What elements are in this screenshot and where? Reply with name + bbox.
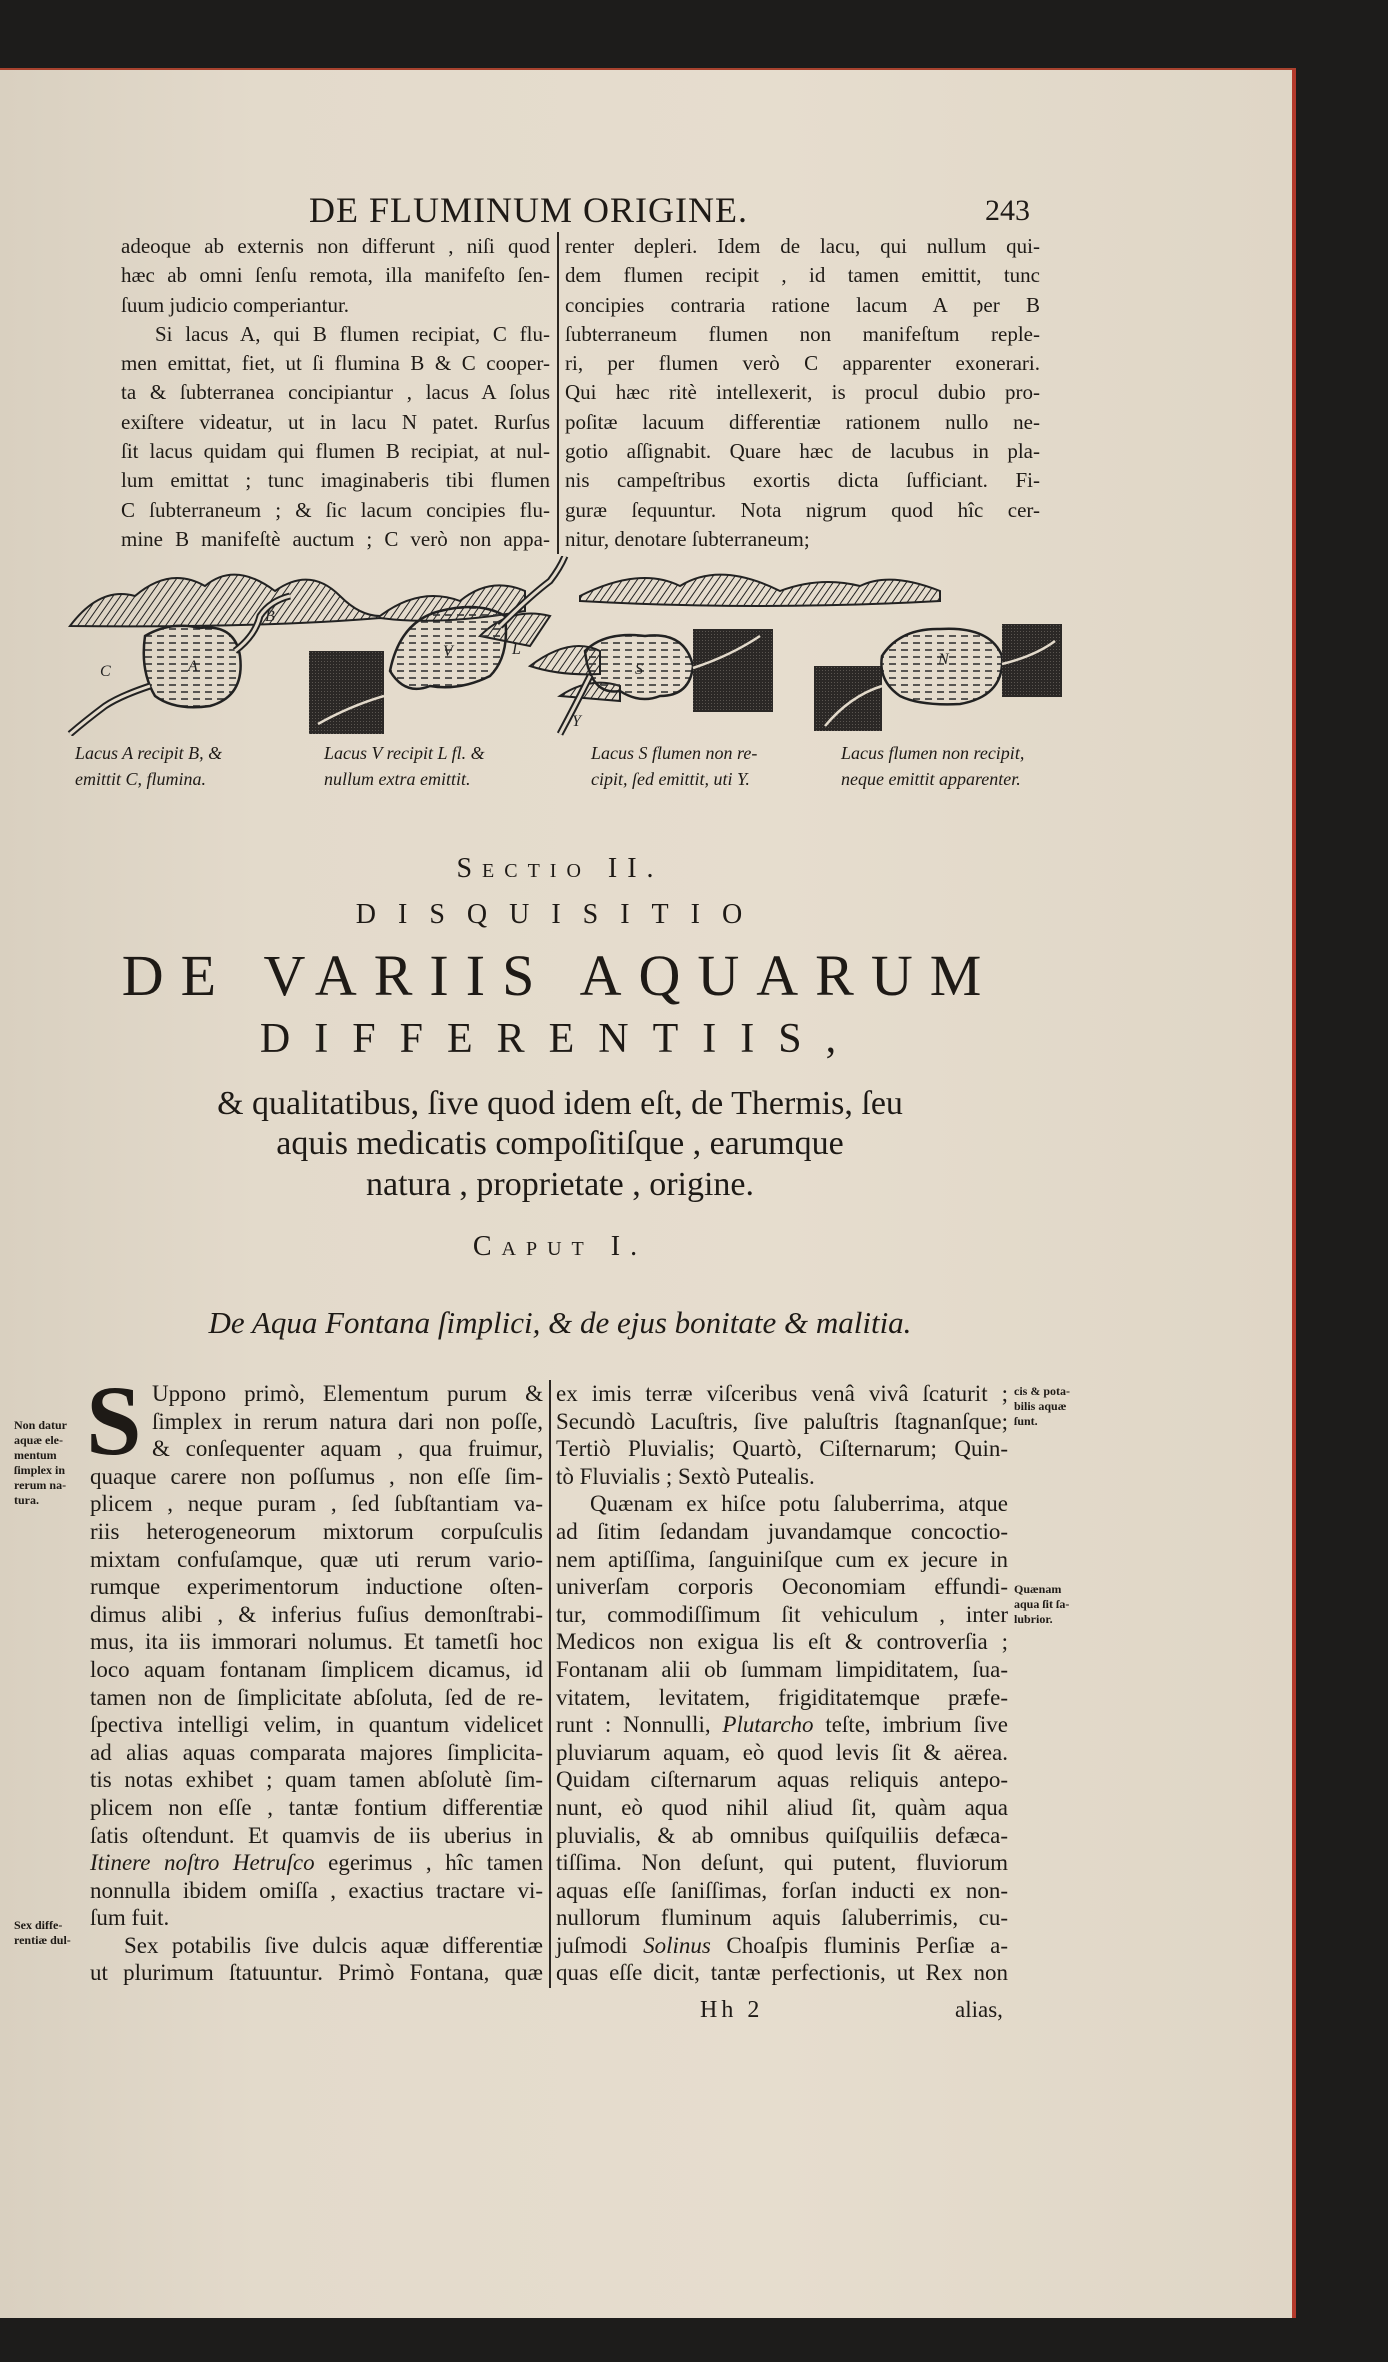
figure-caption <box>75 740 315 792</box>
italic-text: Plutarcho <box>722 1712 814 1738</box>
text-line: nis campeſtribus exortis dicta ſufficiant. Fi- <box>565 468 1040 493</box>
label-s: S <box>635 661 643 678</box>
text-line: gotio aſſignabit. Quare hæc de lacubus in pla- <box>565 439 1040 464</box>
text-line: tiſſima. Non deſunt, qui putent, fluviorum <box>556 1850 1008 1876</box>
marginal-note <box>1014 1384 1070 1429</box>
text-line: quas eſſe dicit, tantæ perfectionis, ut Rex non <box>556 1960 1008 1986</box>
text-line: & conſequenter aquam , qua fruimur, <box>152 1436 543 1462</box>
italic-text: Solinus <box>643 1932 711 1958</box>
text-line: dimus alibi , & inferius fuſius demonſtrabi- <box>90 1601 543 1627</box>
chapter-title: De Aqua Fontana ſimplici, & de ejus bonitate & malitia. <box>208 1305 912 1340</box>
text-line: guræ ſequuntur. Nota nigrum quod hîc cer- <box>565 497 1040 522</box>
marginal-line: ſimplex in <box>14 1463 66 1477</box>
italic-text: Itinere noſtro Hetruſco <box>90 1850 315 1876</box>
text-line: plicem non eſſe , tantæ fontium differentiæ <box>90 1794 543 1820</box>
marginal-line: mentum <box>14 1448 57 1462</box>
marginal-line: Sex diffe- <box>14 1918 63 1932</box>
marginal-line: cis & pota- <box>1014 1384 1070 1398</box>
river-c <box>70 686 150 734</box>
text-line: loco aquam fontanam ſimplicem dicamus, id <box>90 1656 543 1682</box>
text-line: ſpectiva intelligi velim, in quantum videlicet <box>90 1712 543 1738</box>
label-y: Y <box>572 713 581 730</box>
text-line: Quidam ciſternarum aquas reliquis antepo- <box>556 1767 1008 1793</box>
text-line: Uppono primò, Elementum purum & <box>152 1381 543 1406</box>
column-rule <box>557 232 559 554</box>
text-segment: egerimus , hîc tamen <box>314 1850 543 1876</box>
caption-line: Lacus V recipit L fl. & <box>324 743 485 763</box>
marginal-line: aqua ſit ſa- <box>1014 1597 1070 1611</box>
text-line: nunt, eò quod nihil aliud ſit, quàm aqua <box>556 1794 1008 1820</box>
marginal-line: rentiæ dul- <box>14 1933 71 1947</box>
underground-box <box>814 666 882 731</box>
signature-mark: Hh 2 <box>700 1997 764 2023</box>
body-left-column <box>90 1380 543 1987</box>
text-line: ſit lacus quidam qui flumen B recipiat, at nul- <box>121 439 550 464</box>
running-title: DE FLUMINUM ORIGINE. <box>309 190 748 230</box>
text-line: adeoque ab externis non differunt , niſi quod <box>121 234 550 258</box>
marginal-line: Quænam <box>1014 1582 1062 1596</box>
text-line: Sex potabilis ſive dulcis aquæ differentiæ <box>124 1932 543 1958</box>
text-line: ad alias aquas comparata majores ſimplicita- <box>90 1739 543 1765</box>
text-line: nullorum fluminum aquis ſaluberrimis, cu- <box>556 1905 1008 1931</box>
text-line: ad ſitim ſedandam juvandamque concoctio- <box>556 1518 1008 1544</box>
text-line: ſatis oſtendunt. Et quamvis de iis uberius in <box>90 1822 543 1848</box>
marginal-line: lubrior. <box>1014 1612 1053 1626</box>
marginal-line: rerum na- <box>14 1478 67 1492</box>
text-line: dem flumen recipit , id tamen emittit, tunc <box>565 263 1040 288</box>
body-right-column <box>556 1380 1008 1987</box>
disquisitio-heading: DISQUISITIO <box>355 899 765 930</box>
text-line: men emittat, fiet, ut ſi flumina B & C cooper- <box>121 351 550 376</box>
text-line: ri, per flumen verò C apparenter exonerari. <box>565 351 1040 376</box>
text-line: nonnulla ibidem omiſſa , exactius tractare vi- <box>90 1877 543 1903</box>
label-b: B <box>265 608 275 625</box>
main-title-line2: DIFFERENTIIS, <box>259 1016 861 1062</box>
text-line: mine B manifeſtè auctum ; C verò non appa- <box>121 526 550 551</box>
text-line: plicem , neque puram , ſed ſubſtantiam va- <box>90 1491 543 1517</box>
text-line: rumque experimentorum inductione oſten- <box>90 1574 543 1600</box>
marginal-line: tura. <box>14 1493 39 1507</box>
figure-caption <box>591 740 831 792</box>
lakes-figure <box>60 556 1100 736</box>
text-segment: teſte, imbrium ſive <box>813 1712 1008 1738</box>
text-line: Fontanam alii ob ſummam limpiditatem, ſua- <box>556 1656 1008 1682</box>
marginal-line: Non datur <box>14 1418 68 1432</box>
text-line: Quænam ex hiſce potu ſaluberrima, atque <box>590 1491 1008 1517</box>
text-line: ſuum judicio comperiantur. <box>121 292 350 317</box>
caption-line: neque emittit apparenter. <box>841 769 1021 789</box>
marginal-line: aquæ ele- <box>14 1433 63 1447</box>
chapter-heading: Caput I. <box>472 1231 648 1262</box>
text-line: pluvialis, & ab omnibus quiſquiliis defæca- <box>556 1822 1008 1848</box>
text-line: renter depleri. Idem de lacu, qui nullum qui- <box>565 234 1040 258</box>
marginal-note <box>1014 1582 1069 1627</box>
main-title-line1: DE VARIIS AQUARUM <box>121 943 999 1008</box>
text-segment: Choaſpis fluminis Perſiæ a- <box>710 1932 1009 1958</box>
text-line <box>90 1849 543 1877</box>
marginal-line: ſunt. <box>1014 1414 1038 1428</box>
caption-line: emittit C, flumina. <box>75 769 207 789</box>
top-left-column <box>121 232 550 554</box>
text-line: pluviarum aquam, eò quod levis ſit & aërea. <box>556 1739 1008 1765</box>
text-line: quaque carere non poſſumus , non eſſe ſim- <box>90 1463 543 1489</box>
text-line: ſimplex in rerum natura dari non poſſe, <box>152 1408 543 1434</box>
label-l: L <box>512 641 521 658</box>
text-line: tis notas exhibet ; quam tamen abſolutè ſim- <box>90 1767 543 1793</box>
caption-line: Lacus flumen non recipit, <box>841 743 1025 763</box>
text-line: Tertiò Pluvialis; Quartò, Ciſternarum; Quin- <box>556 1436 1008 1462</box>
label-v: V <box>443 643 453 660</box>
text-line: ex imis terræ viſceribus venâ vivâ ſcaturit ; <box>556 1381 1008 1406</box>
text-line: lum emittat ; tunc imaginaberis tibi flumen <box>121 468 550 493</box>
text-line: mus, ita iis immorari nolumus. Et tametſi hoc <box>90 1629 543 1655</box>
text-line: poſitæ lacuum differentiæ rationem nullo ne- <box>565 409 1040 434</box>
text-line: Medicos non exigua lis eſt & controverſia ; <box>556 1629 1008 1655</box>
section-heading: Sectio II. <box>456 853 664 884</box>
text-line: ta & ſubterranea concipiantur , lacus A ſolus <box>121 380 550 405</box>
text-line: ſum fuit. <box>90 1905 170 1931</box>
text-segment: runt : Nonnulli, <box>556 1712 723 1738</box>
text-line: hæc ab omni ſenſu remota, illa manifeſto ſen- <box>121 263 550 288</box>
text-line: ut plurimum ſtatuuntur. Primò Fontana, quæ <box>90 1960 543 1986</box>
text-line: concipies contraria ratione lacum A per B <box>565 292 1040 317</box>
text-line: exiſtere videatur, ut in lacu N patet. Rurſus <box>121 409 550 434</box>
text-line: C ſubterraneum ; & ſic lacum concipies flu- <box>121 497 550 522</box>
marginal-line: bilis aquæ <box>1014 1399 1067 1413</box>
caption-line: nullum extra emittit. <box>324 769 471 789</box>
caption-line: Lacus S flumen non re- <box>591 743 758 763</box>
top-right-column <box>565 232 1040 554</box>
page-number: 243 <box>985 194 1030 227</box>
text-line: Qui hæc ritè intellexerit, is procul dubio pro- <box>565 380 1040 405</box>
text-line: nitur, denotare ſubterraneum; <box>565 526 810 551</box>
drop-cap: S <box>86 1365 142 1476</box>
text-line <box>556 1711 1008 1739</box>
label-a: A <box>188 658 198 675</box>
text-line: univerſam corporis Oeconomiam effundi- <box>556 1574 1008 1600</box>
text-line: tò Fluvialis ; Sextò Putealis. <box>556 1463 815 1489</box>
subtitle-line: & qualitatibus, ſive quod idem eſt, de Thermis, ſeu <box>217 1085 903 1122</box>
subtitle-line: natura , proprietate , origine. <box>365 1166 754 1203</box>
figure-caption <box>324 740 564 792</box>
text-line: nem aptiſſima, ſanguiniſque cum ex jecure in <box>556 1546 1008 1572</box>
text-line: tamen non de ſimplicitate abſoluta, ſed de re- <box>90 1684 543 1710</box>
text-line: Si lacus A, qui B flumen recipiat, C flu- <box>155 321 550 346</box>
label-c: C <box>100 663 111 680</box>
text-line <box>556 1932 1008 1960</box>
marginal-note <box>14 1418 67 1508</box>
subtitle-line: aquis medicatis compoſitiſque , earumque <box>276 1125 844 1162</box>
column-rule <box>549 1380 551 1988</box>
text-line: riis heterogeneorum mixtorum corpuſculis <box>90 1518 543 1544</box>
caption-line: Lacus A recipit B, & <box>75 743 223 763</box>
text-line: vitatem, levitatem, frigiditatemque præfe- <box>556 1684 1008 1710</box>
catchword: alias, <box>955 1997 1003 2022</box>
underground-box <box>693 629 773 712</box>
text-line: ſubterraneum flumen non manifeſtum reple- <box>565 321 1040 346</box>
text-line: Secundò Lacuſtris, ſive paluſtris ſtagnanſque; <box>556 1408 1008 1434</box>
text-line: aquas eſſe ſaniſſimas, forſan inducti ex non- <box>556 1877 1008 1903</box>
text-line: tur, commodiſſimum ſit vehiculum , inter <box>556 1601 1008 1627</box>
figure-caption <box>841 740 1081 792</box>
caption-line: cipit, ſed emittit, uti Y. <box>591 769 750 789</box>
label-n: N <box>938 651 949 668</box>
marginal-note <box>14 1918 71 1948</box>
text-segment: juſmodi <box>556 1932 644 1958</box>
text-line: mixtam confuſamque, quæ uti rerum vario- <box>90 1546 543 1572</box>
